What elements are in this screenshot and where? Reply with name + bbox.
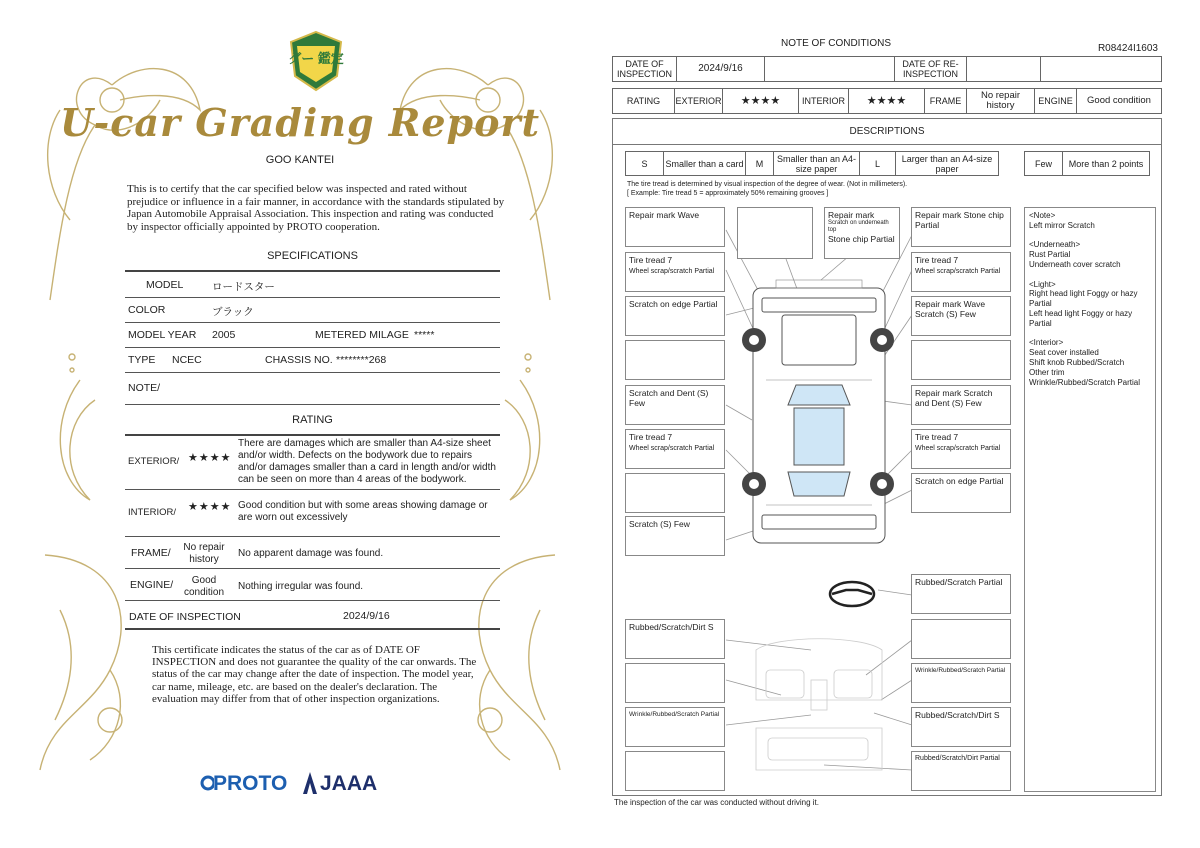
- box-tire-text: Wheel scrap/scratch Partial: [629, 268, 715, 275]
- divider: [125, 322, 500, 323]
- exterior-stars: ★★★★: [723, 89, 799, 114]
- interior-label: INTERIOR/: [128, 507, 177, 518]
- divider: [125, 404, 500, 405]
- exterior-description: There are damages which are smaller than A4-size sheet and/or width. Defects on the bodywork due to repairs and/or damages smaller than a card in length and/or width can be seen on more than 4 areas of the bodywork.: [238, 438, 496, 485]
- footnote: The inspection of the car was conducted without driving it.: [614, 798, 819, 807]
- tread-note-line-2: [ Example: Tire tread 5 = approximately 50% remaining grooves ]: [627, 190, 829, 197]
- box-right-seat: Wrinkle/Rubbed/Scratch Partial: [911, 663, 1011, 703]
- legend-s: S: [626, 152, 664, 176]
- model-year-value: 2005: [212, 329, 236, 341]
- box-left-seat: Wrinkle/Rubbed/Scratch Partial: [625, 707, 725, 747]
- engine-value: Good condition: [183, 575, 225, 598]
- box-right-door: Repair mark Scratch and Dent (S) Few: [911, 385, 1011, 425]
- interior-stars: ★★★★: [188, 501, 232, 513]
- box-rear-right-tire: [911, 429, 1011, 469]
- box-empty: [625, 751, 725, 791]
- date-of-inspection-label: DATE OF INSPECTION: [129, 611, 241, 623]
- intro-paragraph: This is to certify that the car specified below was inspected and rated without prejudice or influence in a fair manner, in accordance with the standards stipulated by Japan Automobile Appraisal Association. This inspection and rating was conducted by inspector officially appointed by PROTO cooperation.: [127, 183, 505, 233]
- engine-label: ENGINE: [1035, 89, 1077, 114]
- metered-mileage-value: *****: [414, 329, 435, 341]
- box-console: Rubbed/Scratch/Dirt S: [911, 707, 1011, 747]
- legend-m: M: [746, 152, 774, 176]
- rating-title: RATING: [292, 414, 333, 426]
- box-right-fender: Repair mark Wave Scratch (S) Few: [911, 296, 1011, 336]
- box-tire-text: Wheel scrap/scratch Partial: [629, 445, 715, 452]
- tread-note-line-1: The tire tread is determined by visual inspection of the degree of wear. (Not in millimeters).: [627, 181, 908, 188]
- box-front-left-tire: [625, 252, 725, 292]
- divider: [125, 297, 500, 298]
- model-label: MODEL: [146, 279, 184, 291]
- date-of-inspection-value: 2024/9/16: [343, 610, 390, 622]
- box-empty: [625, 340, 725, 380]
- date-of-reinspection-label: DATE OF RE-INSPECTION: [895, 57, 967, 82]
- reference-number: R08424I1603: [1097, 43, 1158, 54]
- legend-m-desc: Smaller than an A4-size paper: [774, 152, 860, 176]
- box-rear-seat: Rubbed/Scratch/Dirt Partial: [911, 751, 1011, 791]
- descriptions-title: DESCRIPTIONS: [612, 118, 1162, 145]
- date-of-inspection-label: DATE OF INSPECTION: [613, 57, 677, 82]
- box-hood-small: Scratch on underneath top: [828, 220, 889, 233]
- divider: [125, 489, 500, 490]
- engine-value: Good condition: [1077, 89, 1162, 114]
- issuer-name: GOO KANTEI: [265, 154, 335, 166]
- box-left-door: Scratch and Dent (S) Few: [625, 385, 725, 425]
- box-front-bumper: Repair mark Wave: [625, 207, 725, 247]
- interior-stars: ★★★★: [849, 89, 925, 114]
- note-label: NOTE/: [128, 382, 161, 394]
- frame-label: FRAME/: [131, 547, 171, 559]
- box-tire-title: Tire tread 7: [629, 255, 673, 265]
- goo-kantei-badge: [287, 30, 345, 92]
- divider: [125, 434, 500, 436]
- box-empty: [737, 207, 813, 259]
- divider: [125, 347, 500, 348]
- note-of-conditions: [606, 0, 1200, 848]
- frame-value: No repair history: [183, 542, 225, 565]
- engine-label: ENGINE/: [130, 579, 174, 591]
- model-year-label: MODEL YEAR: [128, 329, 197, 341]
- frame-value: No repair history: [967, 89, 1035, 114]
- chassis-value: ********268: [336, 354, 387, 366]
- box-tire-title: Tire tread 7: [915, 432, 959, 442]
- interior-label: INTERIOR: [799, 89, 849, 114]
- box-front-right: Repair mark Stone chip Partial: [911, 207, 1011, 247]
- box-rear-bumper: Scratch (S) Few: [625, 516, 725, 556]
- box-front-right-tire: [911, 252, 1011, 292]
- proto-logo-icon: [200, 772, 214, 794]
- box-tire-title: Tire tread 7: [629, 432, 673, 442]
- box-hood-text: Stone chip Partial: [828, 234, 895, 244]
- proto-logo: PROTO: [213, 772, 288, 795]
- disclaimer: This certificate indicates the status of the car as of DATE OF INSPECTION and does not guarantee the quality of the car onwards. The status of the car may change after the date of inspection. The model year, car name, mileage, etc. are based on the dealer's declaration. The evaluation may differ from that of other inspection organizations.: [152, 644, 477, 705]
- noc-title: NOTE OF CONDITIONS: [781, 38, 891, 49]
- divider: [125, 536, 500, 537]
- date-of-inspection-value: 2024/9/16: [677, 57, 765, 82]
- exterior-label: EXTERIOR/: [128, 456, 180, 467]
- jaaa-logo-icon: [302, 771, 318, 795]
- legend-few-desc: More than 2 points: [1063, 152, 1150, 176]
- box-tire-text: Wheel scrap/scratch Partial: [915, 445, 1001, 452]
- type-label: TYPE: [128, 354, 156, 366]
- frame-label: FRAME: [925, 89, 967, 114]
- box-empty: [911, 619, 1011, 659]
- chassis-label: CHASSIS NO.: [265, 354, 333, 366]
- engine-description: Nothing irregular was found.: [238, 581, 364, 592]
- divider: [125, 600, 500, 601]
- box-rear-right: Scratch on edge Partial: [911, 473, 1011, 513]
- box-empty: [625, 473, 725, 513]
- color-value: ブラック: [212, 306, 254, 318]
- divider: [125, 270, 500, 272]
- box-hood: [824, 207, 900, 259]
- divider: [125, 372, 500, 373]
- box-empty: [911, 340, 1011, 380]
- report-title: U-car Grading Report: [59, 100, 541, 145]
- box-steering: Rubbed/Scratch Partial: [911, 574, 1011, 614]
- box-rear-left-tire: [625, 429, 725, 469]
- box-tire-title: Tire tread 7: [915, 255, 959, 265]
- jaaa-logo: JAAA: [320, 772, 378, 795]
- interior-description: Good condition but with some areas showing damage or are worn out excessively: [238, 500, 488, 523]
- badge-text: グー 鑑定: [288, 51, 344, 66]
- notes-panel: <Note> Left mirror Scratch <Underneath> Rust Partial Underneath cover scratch <Light> Right head light Foggy or hazy Partial Left head light Foggy or hazy Partial <Interior> Seat cover installed Shift knob Rubbed/Scratch Other trim Wrinkle/Rubbed/Scratch Partial: [1024, 207, 1156, 792]
- metered-mileage-label: METERED MILAGE: [315, 329, 409, 341]
- specifications-title: SPECIFICATIONS: [267, 250, 358, 262]
- exterior-stars: ★★★★: [188, 452, 232, 464]
- legend-l-desc: Larger than an A4-size paper: [896, 152, 999, 176]
- box-dashboard: Rubbed/Scratch/Dirt S: [625, 619, 725, 659]
- box-empty: [625, 663, 725, 703]
- model-value: ロードスター: [212, 281, 275, 293]
- exterior-label: EXTERIOR: [675, 89, 723, 114]
- legend-s-desc: Smaller than a card: [664, 152, 746, 176]
- color-label: COLOR: [128, 304, 166, 316]
- legend-l: L: [860, 152, 896, 176]
- box-hood-title: Repair mark: [828, 210, 875, 220]
- divider: [125, 628, 500, 630]
- box-tire-text: Wheel scrap/scratch Partial: [915, 268, 1001, 275]
- divider: [125, 568, 500, 569]
- type-value: NCEC: [172, 354, 202, 366]
- box-left-fender: Scratch on edge Partial: [625, 296, 725, 336]
- frame-description: No apparent damage was found.: [238, 548, 384, 559]
- legend-few: Few: [1025, 152, 1063, 176]
- rating-label: RATING: [613, 89, 675, 114]
